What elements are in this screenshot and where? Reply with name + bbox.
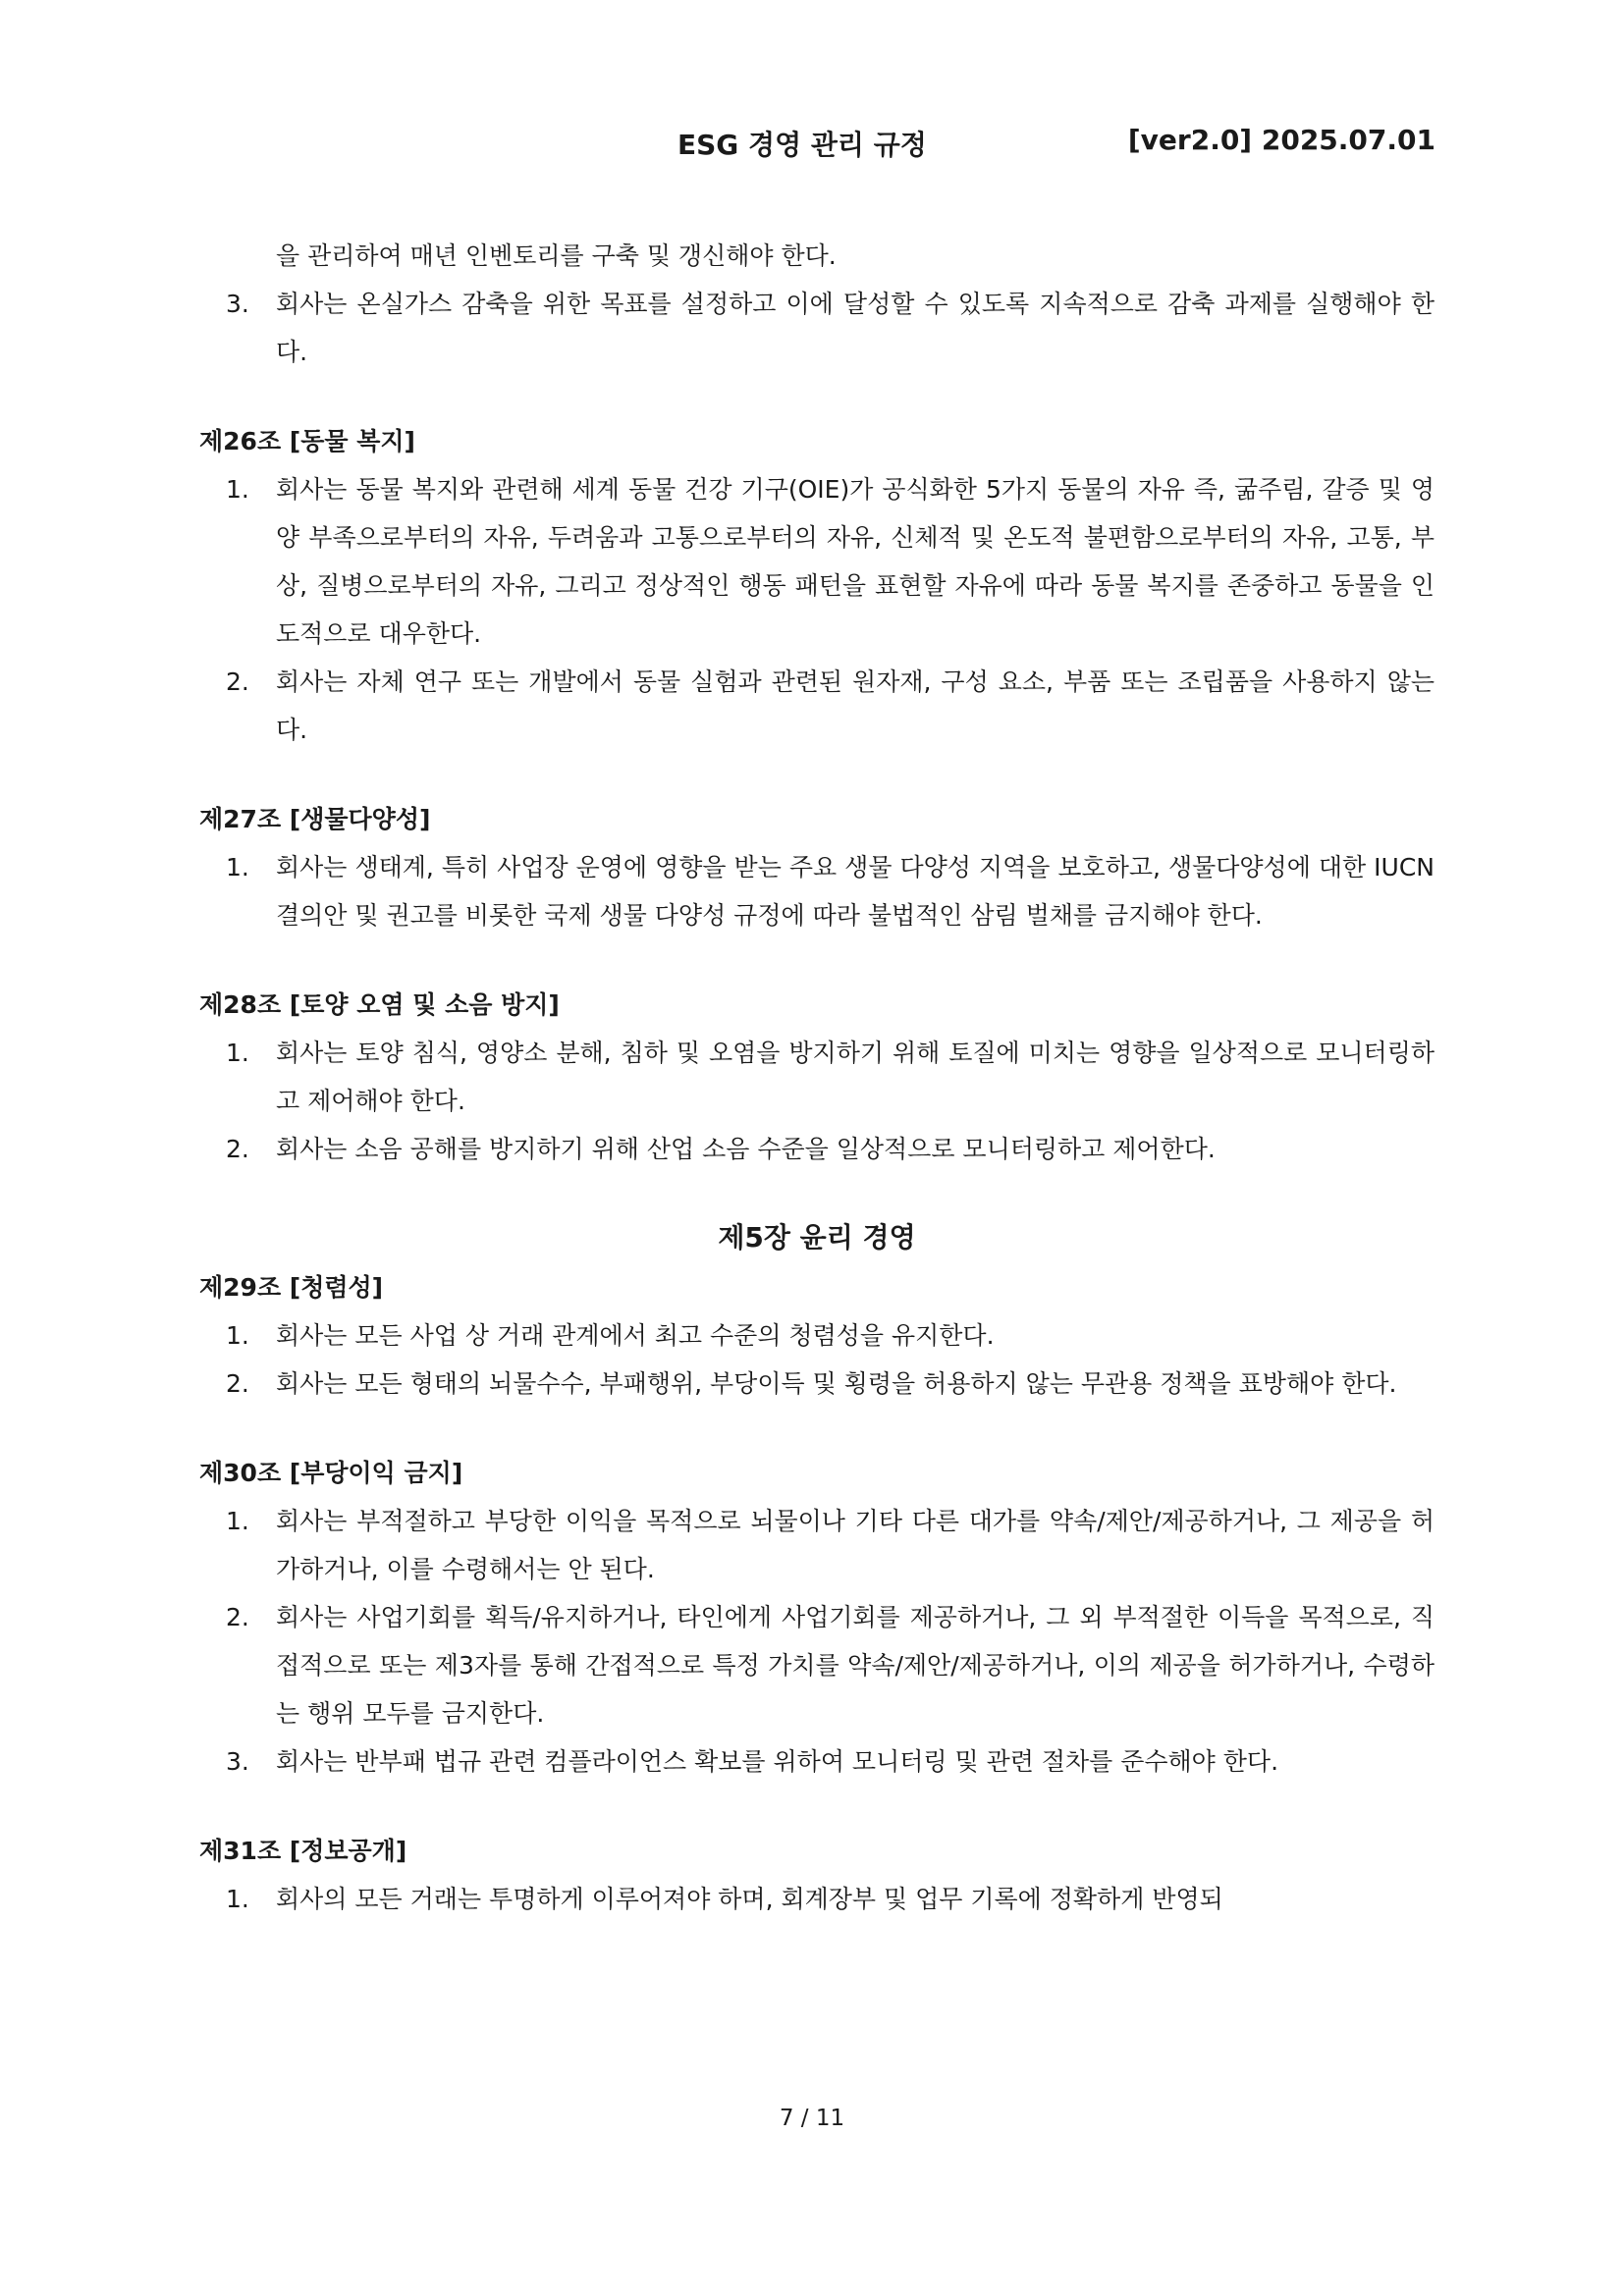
list-item <box>199 658 1435 754</box>
page-number: 7 / 11 <box>779 2106 845 2131</box>
document-version: [ver2.0] 2025.07.01 <box>1127 124 1435 156</box>
article-title: 제31조 [정보공개] <box>199 1837 407 1865</box>
item-text: 회사는 소음 공해를 방지하기 위해 산업 소음 수준을 일상적으로 모니터링하고 제어한다. <box>276 1135 1216 1163</box>
item-number: 1. <box>226 1885 249 1913</box>
item-text: 회사는 자체 연구 또는 개발에서 동물 실험과 관련된 원자재, 구성 요소, 부품 또는 조립품을 사용하지 않는다. <box>276 667 1435 744</box>
item-text: 회사는 동물 복지와 관련해 세계 동물 건강 기구(OIE)가 공식화한 5가지 동물의 자유 즉, 굶주림, 갈증 및 영양 부족으로부터의 자유, 두려움과 고통으로부터의 자유, 신체적 및 온도적 불편함으로부터의 자유, 고통, 부상, 질병으로부터의 자유, 그리고 정상적인 행동 패턴을 표현할 자유에 따라 동물 복지를 존중하고 동물을 인도적으로 대우한다. <box>276 475 1435 648</box>
list-item <box>199 843 1435 939</box>
list-item <box>199 1311 1435 1360</box>
list-item <box>199 1125 1435 1173</box>
item-text: 회사는 생태계, 특히 사업장 운영에 영향을 받는 주요 생물 다양성 지역을 보호하고, 생물다양성에 대한 IUCN 결의안 및 권고를 비롯한 국제 생물 다양성 규정에 따라 불법적인 삼림 벌채를 금지해야 한다. <box>276 853 1435 930</box>
item-number: 2. <box>226 1135 249 1163</box>
chapter-title: 제5장 윤리 경영 <box>718 1221 916 1254</box>
document-title: ESG 경영 관리 규정 <box>677 129 927 161</box>
item-number: 3. <box>226 290 249 318</box>
list-item <box>199 1737 1435 1786</box>
item-number: 3. <box>226 1747 249 1776</box>
item-text: 회사는 부적절하고 부당한 이익을 목적으로 뇌물이나 기타 다른 대가를 약속/제안/제공하거나, 그 제공을 허가하거나, 이를 수령해서는 안 된다. <box>276 1507 1435 1583</box>
item-text: 회사는 모든 형태의 뇌물수수, 부패행위, 부당이득 및 횡령을 허용하지 않는 무관용 정책을 표방해야 한다. <box>276 1369 1397 1398</box>
item-text: 회사는 모든 사업 상 거래 관계에서 최고 수준의 청렴성을 유지한다. <box>276 1321 995 1350</box>
page-header <box>0 124 1624 163</box>
article-title: 제26조 [동물 복지] <box>199 427 415 455</box>
article-title: 제29조 [청렴성] <box>199 1273 384 1302</box>
list-item <box>199 1593 1435 1737</box>
article-title: 제30조 [부당이익 금지] <box>199 1459 463 1487</box>
list-item <box>199 1497 1435 1593</box>
item-number: 1. <box>226 1321 249 1350</box>
list-item <box>199 1875 1435 1923</box>
item-number: 2. <box>226 667 249 696</box>
item-text: 회사는 반부패 법규 관련 컴플라이언스 확보를 위하여 모니터링 및 관련 절차를 준수해야 한다. <box>276 1747 1279 1776</box>
continued-fragment: 을 관리하여 매년 인벤토리를 구축 및 갱신해야 한다. <box>276 241 837 270</box>
list-item <box>199 1360 1435 1408</box>
item-text: 회사는 토양 침식, 영양소 분해, 침하 및 오염을 방지하기 위해 토질에 미치는 영향을 일상적으로 모니터링하고 제어해야 한다. <box>276 1039 1435 1115</box>
list-item <box>199 465 1435 658</box>
item-number: 1. <box>226 1039 249 1067</box>
item-number: 1. <box>226 475 249 504</box>
list-item <box>199 1029 1435 1125</box>
item-text: 회사는 온실가스 감축을 위한 목표를 설정하고 이에 달성할 수 있도록 지속적으로 감축 과제를 실행해야 한다. <box>276 290 1435 366</box>
item-text: 회사는 사업기회를 획득/유지하거나, 타인에게 사업기회를 제공하거나, 그 외 부적절한 이득을 목적으로, 직접적으로 또는 제3자를 통해 간접적으로 특정 가치를 약속/제안/제공하거나, 이의 제공을 허가하거나, 수령하는 행위 모두를 금지한다. <box>276 1603 1435 1728</box>
item-text: 회사의 모든 거래는 투명하게 이루어져야 하며, 회계장부 및 업무 기록에 정확하게 반영되 <box>276 1885 1223 1913</box>
item-number: 1. <box>226 1507 249 1535</box>
article-title: 제28조 [토양 오염 및 소음 방지] <box>199 990 560 1019</box>
document-body <box>199 232 1435 1923</box>
item-number: 2. <box>226 1603 249 1631</box>
list-item <box>199 280 1435 376</box>
item-number: 1. <box>226 853 249 881</box>
item-number: 2. <box>226 1369 249 1398</box>
article-title: 제27조 [생물다양성] <box>199 805 431 833</box>
